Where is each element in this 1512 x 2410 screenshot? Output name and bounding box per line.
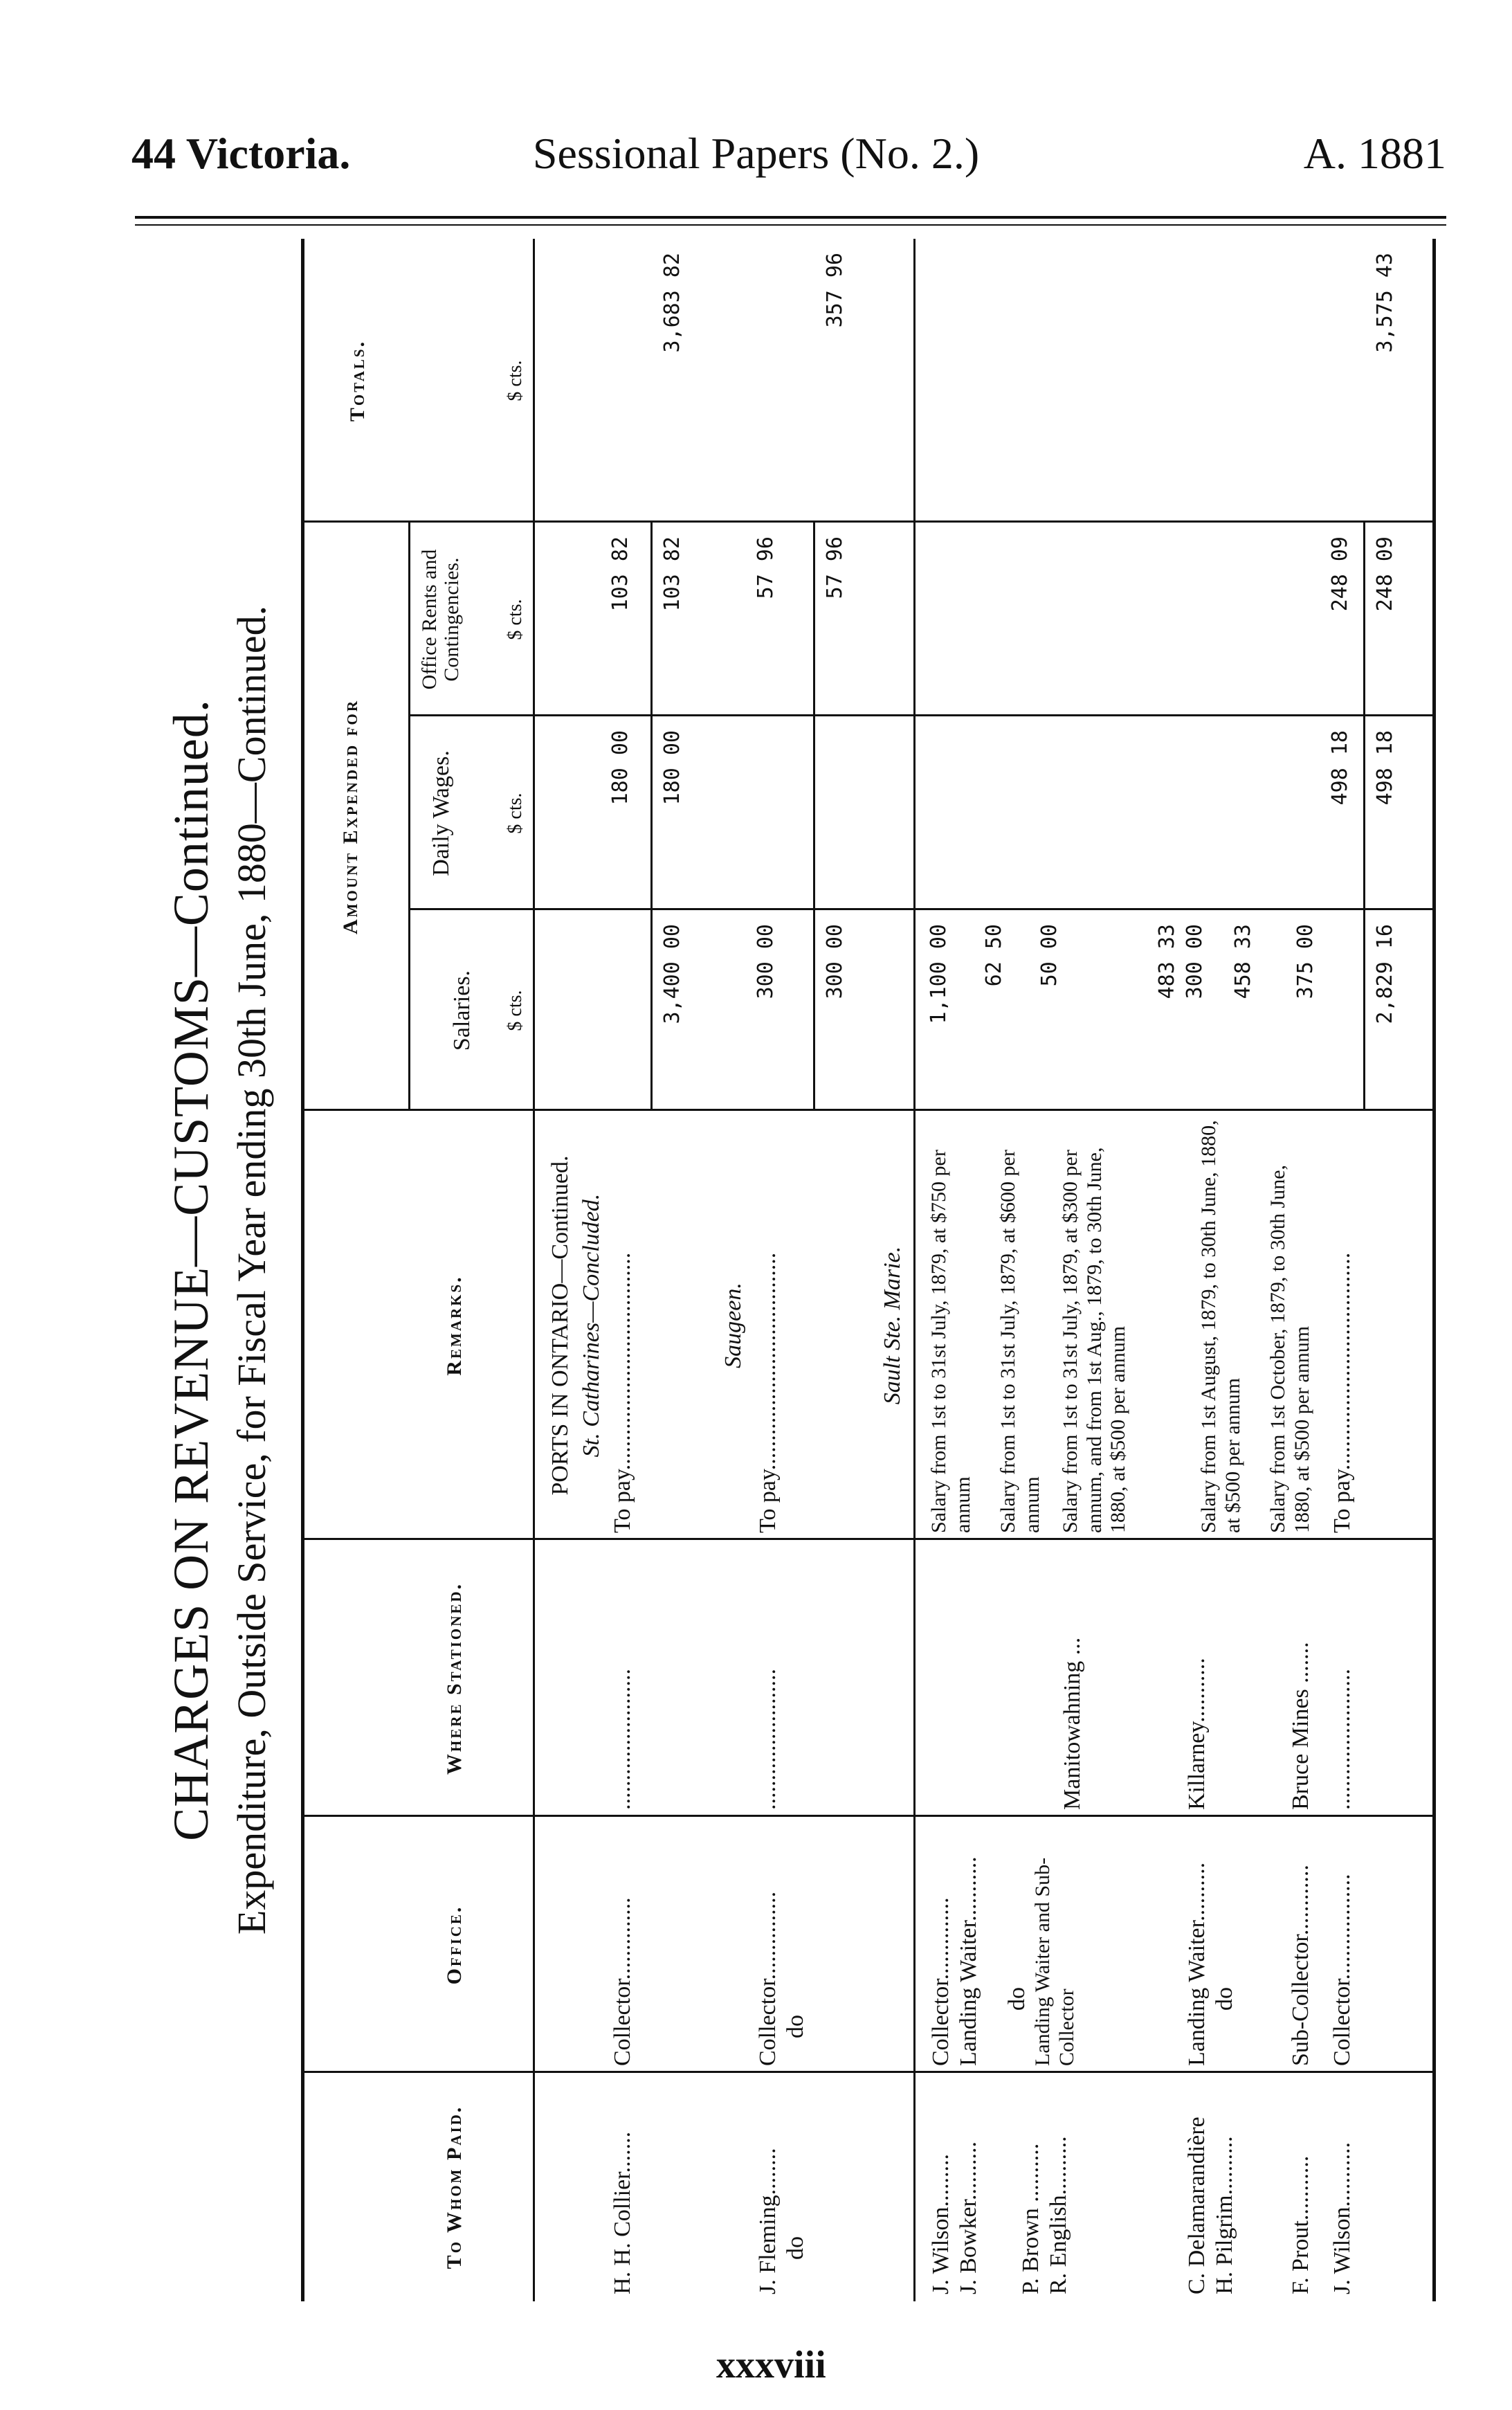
rents-value: 57 96 xyxy=(754,536,778,599)
wages-value: 180 00 xyxy=(608,730,632,806)
wages-value: 498 18 xyxy=(1328,730,1352,806)
header-rule-top xyxy=(135,216,1446,219)
salary-value: 50 00 xyxy=(1037,924,1062,987)
col-divider xyxy=(304,2071,1432,2073)
page-number: xxxviii xyxy=(716,2344,826,2386)
col-header-office: Office. xyxy=(443,1905,466,1985)
station: Killarney........... xyxy=(1184,1658,1210,1810)
subtotal-rule xyxy=(1363,523,1365,1111)
expenditure-table xyxy=(149,239,1450,2301)
office-title: Landing Waiter........... xyxy=(956,1856,981,2066)
rents-subtotal: 103 82 xyxy=(660,536,684,612)
payee-name: J. Wilson......... xyxy=(928,2154,954,2294)
station: ........................ xyxy=(755,1669,781,1810)
station: ........................ xyxy=(1329,1669,1355,1810)
total-value: 3,575 43 xyxy=(1373,253,1397,353)
office-title: do xyxy=(1004,1987,1030,2011)
office-title: Collector.............. xyxy=(928,1897,954,2066)
currency-label: $ cts. xyxy=(504,990,526,1031)
payee-name: H. Pilgrim.......... xyxy=(1212,2136,1237,2294)
wages-subtotal: 180 00 xyxy=(660,730,684,806)
currency-label: $ cts. xyxy=(504,360,526,401)
session-label: 44 Victoria. xyxy=(131,129,351,178)
section-heading-ports: PORTS IN ONTARIO—Continued. xyxy=(547,1155,573,1496)
payee-name: J. Wilson........... xyxy=(1329,2142,1355,2294)
payee-name: R. English.......... xyxy=(1046,2136,1071,2294)
year-label: A. 1881 xyxy=(1303,129,1446,178)
total-value: 3,683 82 xyxy=(660,253,684,353)
remark: Salary from 1st October, 1879, to 30th June, 1880, at $500 per annum xyxy=(1266,1164,1313,1533)
office-title: Collector............... xyxy=(755,1891,781,2066)
table-grid xyxy=(301,239,1436,2301)
remark: To pay..................................... xyxy=(610,1252,635,1533)
header-rule-bottom xyxy=(135,224,1446,226)
subtotal-rule xyxy=(650,523,653,1111)
office-title: Landing Waiter.......... xyxy=(1184,1862,1210,2066)
rents-subtotal: 57 96 xyxy=(823,536,847,599)
office-title: do xyxy=(783,2015,808,2038)
payee-name: F. Prout........... xyxy=(1288,2155,1313,2294)
remark: Salary from 1st August, 1879, to 30th June, 1880, at $500 per annum xyxy=(1197,1120,1244,1533)
office-title: Collector.............. xyxy=(610,1897,635,2066)
col-divider xyxy=(408,714,1432,716)
office-title: do xyxy=(1212,1987,1237,2011)
salary-value: 300 00 xyxy=(754,924,778,999)
group-rule xyxy=(408,523,410,1111)
col-divider xyxy=(304,1538,1432,1540)
station: Bruce Mines ....... xyxy=(1288,1642,1313,1810)
office-title: Collector.................. xyxy=(1329,1874,1355,2066)
station: ........................ xyxy=(610,1669,635,1810)
salary-subtotal: 300 00 xyxy=(823,924,847,999)
remark: Salary from 1st to 31st July, 1879, at $750 per annum xyxy=(927,1150,974,1533)
col-header-remarks: Remarks. xyxy=(443,1275,466,1376)
salary-value: 300 00 xyxy=(1183,924,1207,999)
remark: Salary from 1st to 31st July, 1879, at $300 per annum, and from 1st Aug., 1879, to 30th June, 1880, at $500 per annum xyxy=(1059,1147,1129,1533)
salary-subtotal: 2,829 16 xyxy=(1373,924,1397,1024)
table-title: CHARGES ON REVENUE—CUSTOMS—Continued. xyxy=(163,699,219,1841)
col-header-wages: Daily Wages. xyxy=(428,750,454,876)
office-title: Landing Waiter and Sub-Collector xyxy=(1031,1857,1078,2066)
salary-value: 62 50 xyxy=(982,924,1006,987)
payee-name: J. Bowker.......... xyxy=(956,2141,981,2294)
station: Manitowahning ... xyxy=(1059,1637,1085,1810)
payee-name: C. Delamarandière xyxy=(1184,2117,1210,2294)
payee-name: do xyxy=(783,2236,808,2260)
col-header-to-whom: To Whom Paid. xyxy=(443,2105,466,2269)
col-header-totals: Totals. xyxy=(346,339,369,422)
payee-name: J. Fleming........ xyxy=(755,2148,781,2294)
subtotal-rule xyxy=(813,523,815,1111)
remark: Salary from 1st to 31st July, 1879, at $600 per annum xyxy=(996,1150,1044,1533)
office-title: Sub-Collector............ xyxy=(1288,1865,1313,2066)
row-rule xyxy=(913,239,916,2301)
remark: To pay..................................... xyxy=(755,1252,781,1533)
rents-value: 248 09 xyxy=(1328,536,1352,612)
salary-value: 1,100 00 xyxy=(927,924,951,1024)
total-value: 357 96 xyxy=(823,253,847,328)
section-heading-st-catharines: St. Catharines—Concluded. xyxy=(579,1193,604,1458)
salary-value: 483 33 xyxy=(1155,924,1179,999)
section-heading-saugeen: Saugeen. xyxy=(720,1283,746,1368)
rents-subtotal: 248 09 xyxy=(1373,536,1397,612)
payee-name: P. Brown .......... xyxy=(1018,2143,1044,2294)
remark: To pay..................................... xyxy=(1329,1252,1355,1533)
col-header-amount: Amount Expended for xyxy=(339,699,362,934)
publication-title: Sessional Papers (No. 2.) xyxy=(532,129,980,178)
wages-subtotal: 498 18 xyxy=(1373,730,1397,806)
table-subtitle: Expenditure, Outside Service, for Fiscal Year ending 30th June, 1880—Continued. xyxy=(229,605,274,1935)
payee-name: H. H. Collier....... xyxy=(610,2131,635,2294)
salary-value: 458 33 xyxy=(1231,924,1255,999)
col-divider xyxy=(408,908,1432,910)
salary-value: 375 00 xyxy=(1293,924,1318,999)
col-header-rents: Office Rents and Contingencies. xyxy=(418,549,463,690)
currency-label: $ cts. xyxy=(504,792,526,834)
col-divider xyxy=(304,520,1432,523)
col-header-where: Where Stationed. xyxy=(443,1582,466,1775)
rents-value: 103 82 xyxy=(608,536,632,612)
col-divider xyxy=(304,1815,1432,1817)
currency-label: $ cts. xyxy=(504,599,526,640)
col-header-salaries: Salaries. xyxy=(449,970,475,1051)
section-heading-sault: Sault Ste. Marie. xyxy=(880,1246,905,1405)
rotated-table-area xyxy=(149,239,1450,2301)
salary-subtotal: 3,400 00 xyxy=(660,924,684,1024)
header-rule xyxy=(533,239,535,2301)
